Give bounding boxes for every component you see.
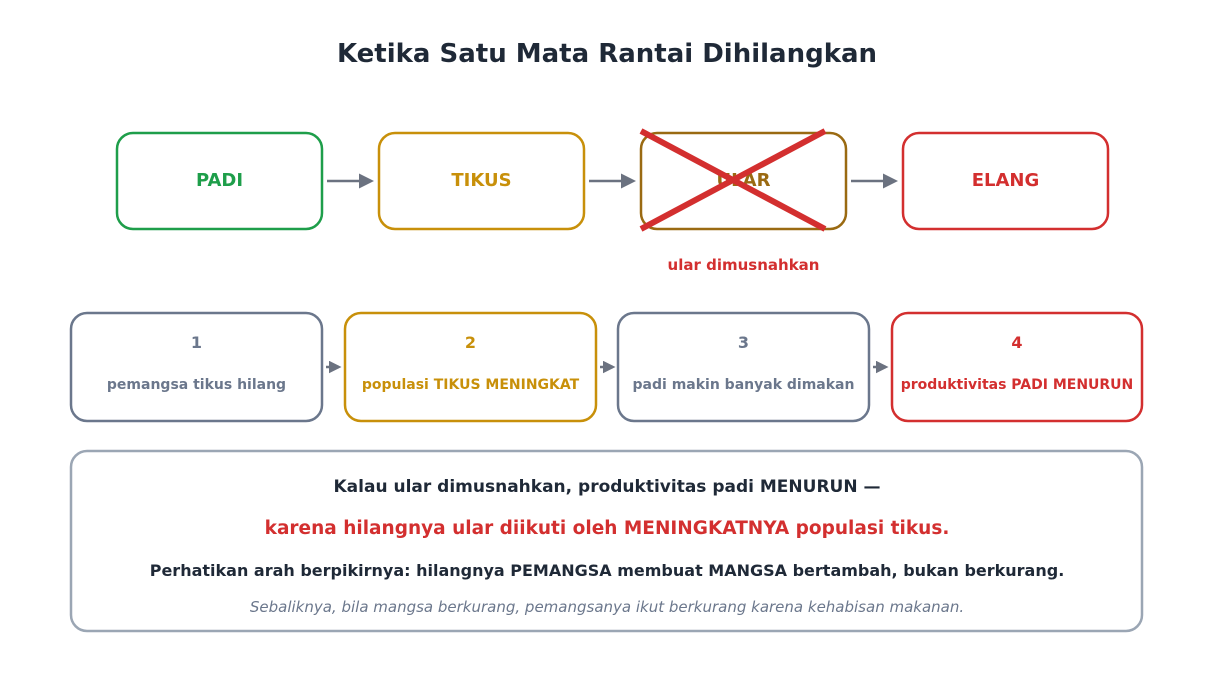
step-number: 1 [190, 333, 203, 352]
consequence-steps [71, 313, 1142, 421]
step-text: populasi TIKUS MENINGKAT [361, 377, 580, 393]
chain-node-elang [903, 133, 1108, 229]
step-card-1 [71, 313, 322, 421]
step-text: produktivitas PADI MENURUN [900, 377, 1134, 393]
chain-node-label: ULAR [716, 170, 771, 191]
step-card-2 [345, 313, 596, 421]
explanation-line-4: Sebaliknya, bila mangsa berkurang, pemangsanya ikut berkurang karena kehabisan makanan. [249, 598, 965, 616]
step-number: 3 [737, 333, 750, 352]
chain-node-label: TIKUS [451, 170, 512, 191]
food-chain [117, 131, 1108, 274]
explanation-box [71, 451, 1142, 631]
chain-node-label: ELANG [971, 170, 1040, 191]
step-card-3 [618, 313, 869, 421]
removed-caption: ular dimusnahkan [667, 256, 820, 274]
step-card-4 [892, 313, 1142, 421]
step-number: 4 [1011, 333, 1023, 352]
explanation-line-2: karena hilangnya ular diikuti oleh MENINGKATNYA populasi tikus. [264, 518, 950, 539]
explanation-line-3: Perhatikan arah berpikirnya: hilangnya PEMANGSA membuat MANGSA bertambah, bukan berkurang. [149, 561, 1065, 580]
step-text: padi makin banyak dimakan [632, 377, 855, 393]
page-title: Ketika Satu Mata Rantai Dihilangkan [336, 39, 878, 69]
chain-node-tikus [379, 133, 584, 229]
chain-node-label: PADI [195, 170, 244, 191]
step-number: 2 [464, 333, 477, 352]
chain-node-ular [641, 131, 846, 229]
explanation-line-1: Kalau ular dimusnahkan, produktivitas padi MENURUN — [333, 477, 881, 497]
chain-node-padi [117, 133, 322, 229]
step-text: pemangsa tikus hilang [106, 377, 287, 393]
